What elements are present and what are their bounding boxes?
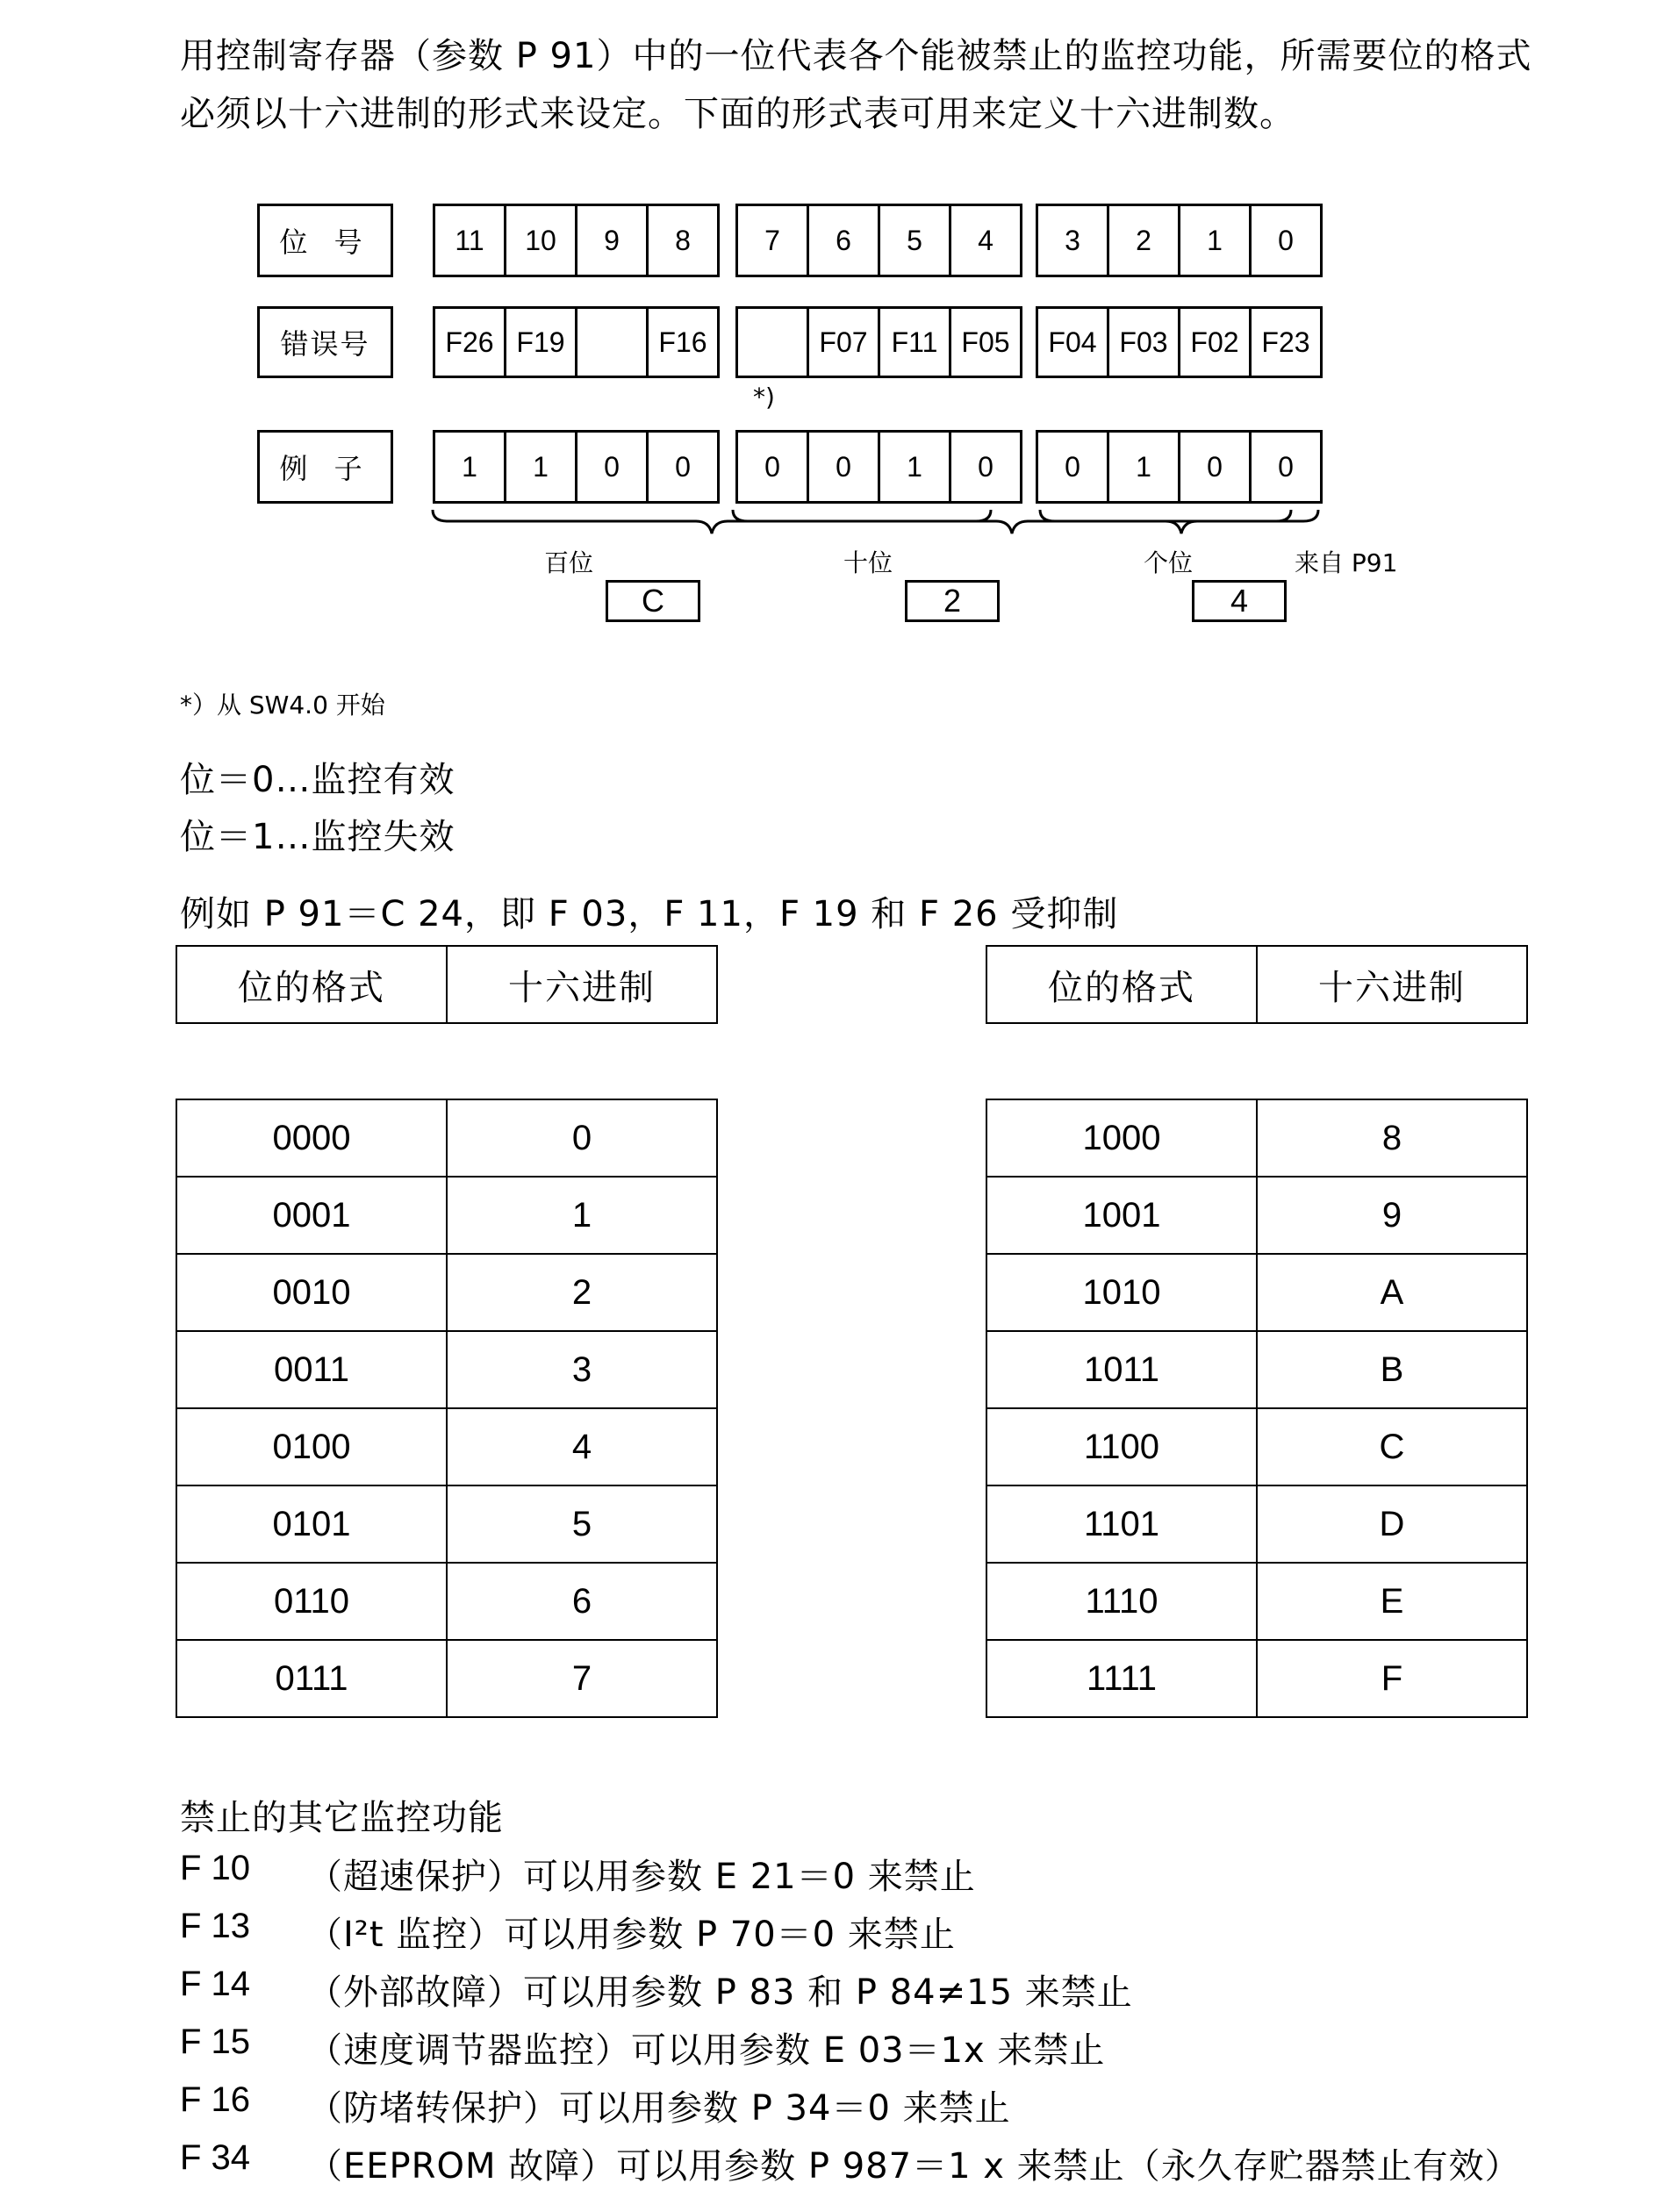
function-description: （I²t 监控）可以用参数 P 70＝0 来禁止 [307,1915,956,1955]
example-bit-cell: 0 [646,430,720,504]
table-row [986,1177,1527,1254]
bit-format-cell: 1110 [986,1563,1257,1640]
example-bit-cell: 1 [433,430,506,504]
group-label-hundreds: 百位 [544,548,594,577]
footnote-marker: *) [753,383,775,412]
hex-table-right [986,1099,1528,1718]
table-row [986,1099,1527,1177]
example-bit-cell: 1 [878,430,951,504]
hex-value-cell: B [1257,1331,1527,1408]
bit-number-cell: 9 [575,204,649,277]
row-label-example: 例 子 [257,430,393,504]
error-code-cell: F07 [807,306,880,378]
hex-value-cell: 7 [447,1640,717,1717]
bit-format-cell: 0000 [176,1099,447,1177]
header-format: 位的格式 [176,946,447,1023]
hex-value-cell: A [1257,1254,1527,1331]
hex-value-cell: 3 [447,1331,717,1408]
header-hex: 十六进制 [1257,946,1527,1023]
example-bit-cell: 0 [949,430,1022,504]
hex-value-cell: 6 [447,1563,717,1640]
brace-units [1040,510,1318,533]
bit-format-cell: 1101 [986,1485,1257,1563]
footnote: *）从 SW4.0 开始 [180,691,385,719]
function-code: F 14 [180,1965,251,2003]
example-line: 例如 P 91＝C 24，即 F 03，F 11，F 19 和 F 26 受抑制 [180,894,1119,934]
table-row [986,1485,1527,1563]
from-label: 来自 P91 [1295,548,1398,577]
table-row [176,1485,717,1563]
bit-number-cell: 7 [735,204,809,277]
table-row [176,1331,717,1408]
hex-value-cell: 1 [447,1177,717,1254]
hex-table-left-header [176,945,718,1024]
hex-value-cell: 5 [447,1485,717,1563]
hex-table-left [176,1099,718,1718]
hex-value-cell: F [1257,1640,1527,1717]
bit-format-cell: 1000 [986,1099,1257,1177]
example-bit-cell: 0 [735,430,809,504]
intro-line-1: 用控制寄存器（参数 P 91）中的一位代表各个能被禁止的监控功能，所需要位的格式 [180,36,1532,76]
row-label-error: 错误号 [257,306,393,378]
bit-format-cell: 1100 [986,1408,1257,1485]
table-row [986,1408,1527,1485]
function-description: （EEPROM 故障）可以用参数 P 987＝1 x 来禁止（永久存贮器禁止有效） [307,2146,1521,2187]
function-code: F 10 [180,1849,251,1887]
bit-format-cell: 0011 [176,1331,447,1408]
bit-number-cell: 5 [878,204,951,277]
error-code-cell: F19 [504,306,577,378]
hex-value-cell: 4 [447,1408,717,1485]
example-bit-cell: 1 [504,430,577,504]
header-format: 位的格式 [986,946,1257,1023]
error-code-cell: F26 [433,306,506,378]
hex-value-cell: 8 [1257,1099,1527,1177]
bit-number-cell: 11 [433,204,506,277]
row-label-bit: 位 号 [257,204,393,277]
bit-format-cell: 0001 [176,1177,447,1254]
table-row [176,1563,717,1640]
intro-line-2: 必须以十六进制的形式来设定。下面的形式表可用来定义十六进制数。 [180,94,1295,134]
hex-box-units: 4 [1192,580,1287,622]
function-description: （外部故障）可以用参数 P 83 和 P 84≠15 来禁止 [307,1972,1133,2013]
bit-number-cell: 1 [1178,204,1252,277]
hex-table-right-header [986,945,1528,1024]
bit-number-cell: 0 [1249,204,1323,277]
bit-format-cell: 0111 [176,1640,447,1717]
function-code: F 15 [180,2022,251,2061]
example-bit-cell: 0 [1249,430,1323,504]
hex-value-cell: 0 [447,1099,717,1177]
table-row [176,1408,717,1485]
other-title: 禁止的其它监控功能 [180,1798,504,1838]
bit-format-cell: 0101 [176,1485,447,1563]
error-code-cell: F16 [646,306,720,378]
error-code-cell: F23 [1249,306,1323,378]
error-code-cell: F11 [878,306,951,378]
group-label-units: 个位 [1144,548,1194,577]
bit-format-cell: 0010 [176,1254,447,1331]
function-code: F 13 [180,1907,251,1945]
table-row [176,1177,717,1254]
error-code-cell: F02 [1178,306,1252,378]
bit-number-cell: 8 [646,204,720,277]
brace-units-wrap [1036,507,1334,542]
bit-number-cell: 10 [504,204,577,277]
example-bit-cell: 1 [1107,430,1180,504]
table-row [986,1331,1527,1408]
function-description: （速度调节器监控）可以用参数 E 03＝1x 来禁止 [307,2030,1106,2071]
bit-format-cell: 1010 [986,1254,1257,1331]
bit-rule-one: 位＝1…监控失效 [180,817,455,857]
example-bit-cell: 0 [575,430,649,504]
group-label-tens: 十位 [843,548,893,577]
example-bit-cell: 0 [1036,430,1109,504]
bit-format-cell: 0100 [176,1408,447,1485]
hex-box-tens: 2 [905,580,1000,622]
function-code: F 16 [180,2080,251,2119]
table-row [176,1640,717,1717]
table-row [986,1563,1527,1640]
error-code-cell: F03 [1107,306,1180,378]
bit-format-cell: 1011 [986,1331,1257,1408]
error-code-cell: F04 [1036,306,1109,378]
function-description: （防堵转保护）可以用参数 P 34＝0 来禁止 [307,2088,1011,2129]
hex-value-cell: 9 [1257,1177,1527,1254]
bit-rule-zero: 位＝0…监控有效 [180,760,455,800]
error-code-cell: F05 [949,306,1022,378]
bit-number-cell: 3 [1036,204,1109,277]
error-code-cell [575,306,649,378]
error-code-cell [735,306,809,378]
bit-format-cell: 1111 [986,1640,1257,1717]
table-row [986,1640,1527,1717]
table-row [986,1254,1527,1331]
hex-value-cell: 2 [447,1254,717,1331]
bit-number-cell: 2 [1107,204,1180,277]
hex-value-cell: D [1257,1485,1527,1563]
example-bit-cell: 0 [807,430,880,504]
header-hex: 十六进制 [447,946,717,1023]
example-bit-cell: 0 [1178,430,1252,504]
hex-value-cell: E [1257,1563,1527,1640]
function-code: F 34 [180,2138,251,2177]
hex-box-hundreds: C [606,580,700,622]
bit-format-cell: 1001 [986,1177,1257,1254]
table-row [176,1099,717,1177]
bit-number-cell: 4 [949,204,1022,277]
hex-value-cell: C [1257,1408,1527,1485]
function-description: （超速保护）可以用参数 E 21＝0 来禁止 [307,1857,976,1897]
bit-number-cell: 6 [807,204,880,277]
table-row [176,1254,717,1331]
bit-format-cell: 0110 [176,1563,447,1640]
